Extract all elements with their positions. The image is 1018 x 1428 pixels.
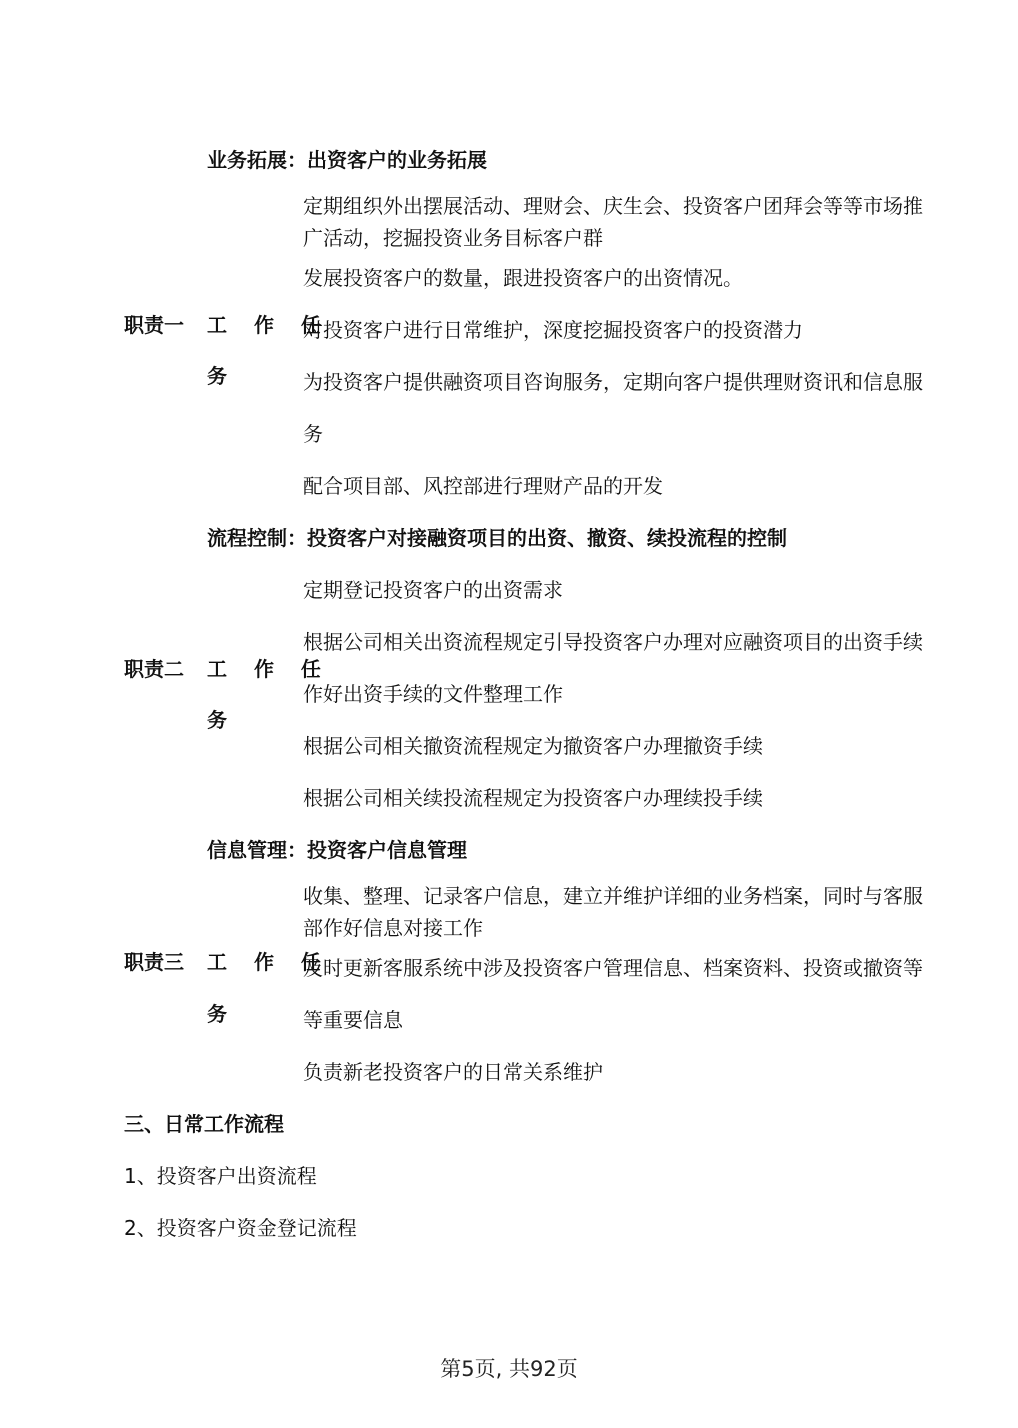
chapter-title: 三、日常工作流程 bbox=[124, 1112, 284, 1136]
work-task-label: 工 作 任 bbox=[207, 950, 331, 974]
work-task-label: 工 作 任 bbox=[207, 657, 331, 681]
section-item: 及时更新客服系统中涉及投资客户管理信息、档案资料、投资或撤资等 bbox=[303, 956, 923, 980]
section-item: 负责新老投资客户的日常关系维护 bbox=[303, 1060, 603, 1084]
section-item: 收集、整理、记录客户信息，建立并维护详细的业务档案，同时与客服 bbox=[303, 884, 923, 908]
section-item: 广活动，挖掘投资业务目标客户群 bbox=[303, 226, 603, 250]
duty-label: 职责二 bbox=[124, 657, 184, 681]
section-item: 根据公司相关撤资流程规定为撤资客户办理撤资手续 bbox=[303, 734, 763, 758]
section-item: 发展投资客户的数量，跟进投资客户的出资情况。 bbox=[303, 266, 743, 290]
section-heading: 信息管理：投资客户信息管理 bbox=[207, 838, 467, 862]
section-item: 根据公司相关续投流程规定为投资客户办理续投手续 bbox=[303, 786, 763, 810]
chapter-item: 2、投资客户资金登记流程 bbox=[124, 1216, 357, 1240]
section-item: 务 bbox=[303, 422, 323, 446]
work-task-label: 务 bbox=[207, 1002, 227, 1026]
section-item: 配合项目部、风控部进行理财产品的开发 bbox=[303, 474, 663, 498]
section-item: 定期登记投资客户的出资需求 bbox=[303, 578, 563, 602]
section-item: 作好出资手续的文件整理工作 bbox=[303, 682, 563, 706]
duty-label: 职责三 bbox=[124, 950, 184, 974]
duty-label: 职责一 bbox=[124, 313, 184, 337]
section-item: 根据公司相关出资流程规定引导投资客户办理对应融资项目的出资手续 bbox=[303, 630, 923, 654]
section-item: 为投资客户提供融资项目咨询服务，定期向客户提供理财资讯和信息服 bbox=[303, 370, 923, 394]
section-heading: 业务拓展：出资客户的业务拓展 bbox=[207, 148, 487, 172]
chapter-item: 1、投资客户出资流程 bbox=[124, 1164, 317, 1188]
section-item: 对投资客户进行日常维护，深度挖掘投资客户的投资潜力 bbox=[303, 318, 803, 342]
work-task-label: 务 bbox=[207, 364, 227, 388]
work-task-label: 工 作 任 bbox=[207, 313, 331, 337]
section-item: 定期组织外出摆展活动、理财会、庆生会、投资客户团拜会等等市场推 bbox=[303, 194, 923, 218]
section-item: 等重要信息 bbox=[303, 1008, 403, 1032]
page-number: 第5页, 共92页 bbox=[440, 1357, 578, 1381]
section-heading: 流程控制：投资客户对接融资项目的出资、撤资、续投流程的控制 bbox=[207, 526, 787, 550]
section-item: 部作好信息对接工作 bbox=[303, 916, 483, 940]
work-task-label: 务 bbox=[207, 708, 227, 732]
